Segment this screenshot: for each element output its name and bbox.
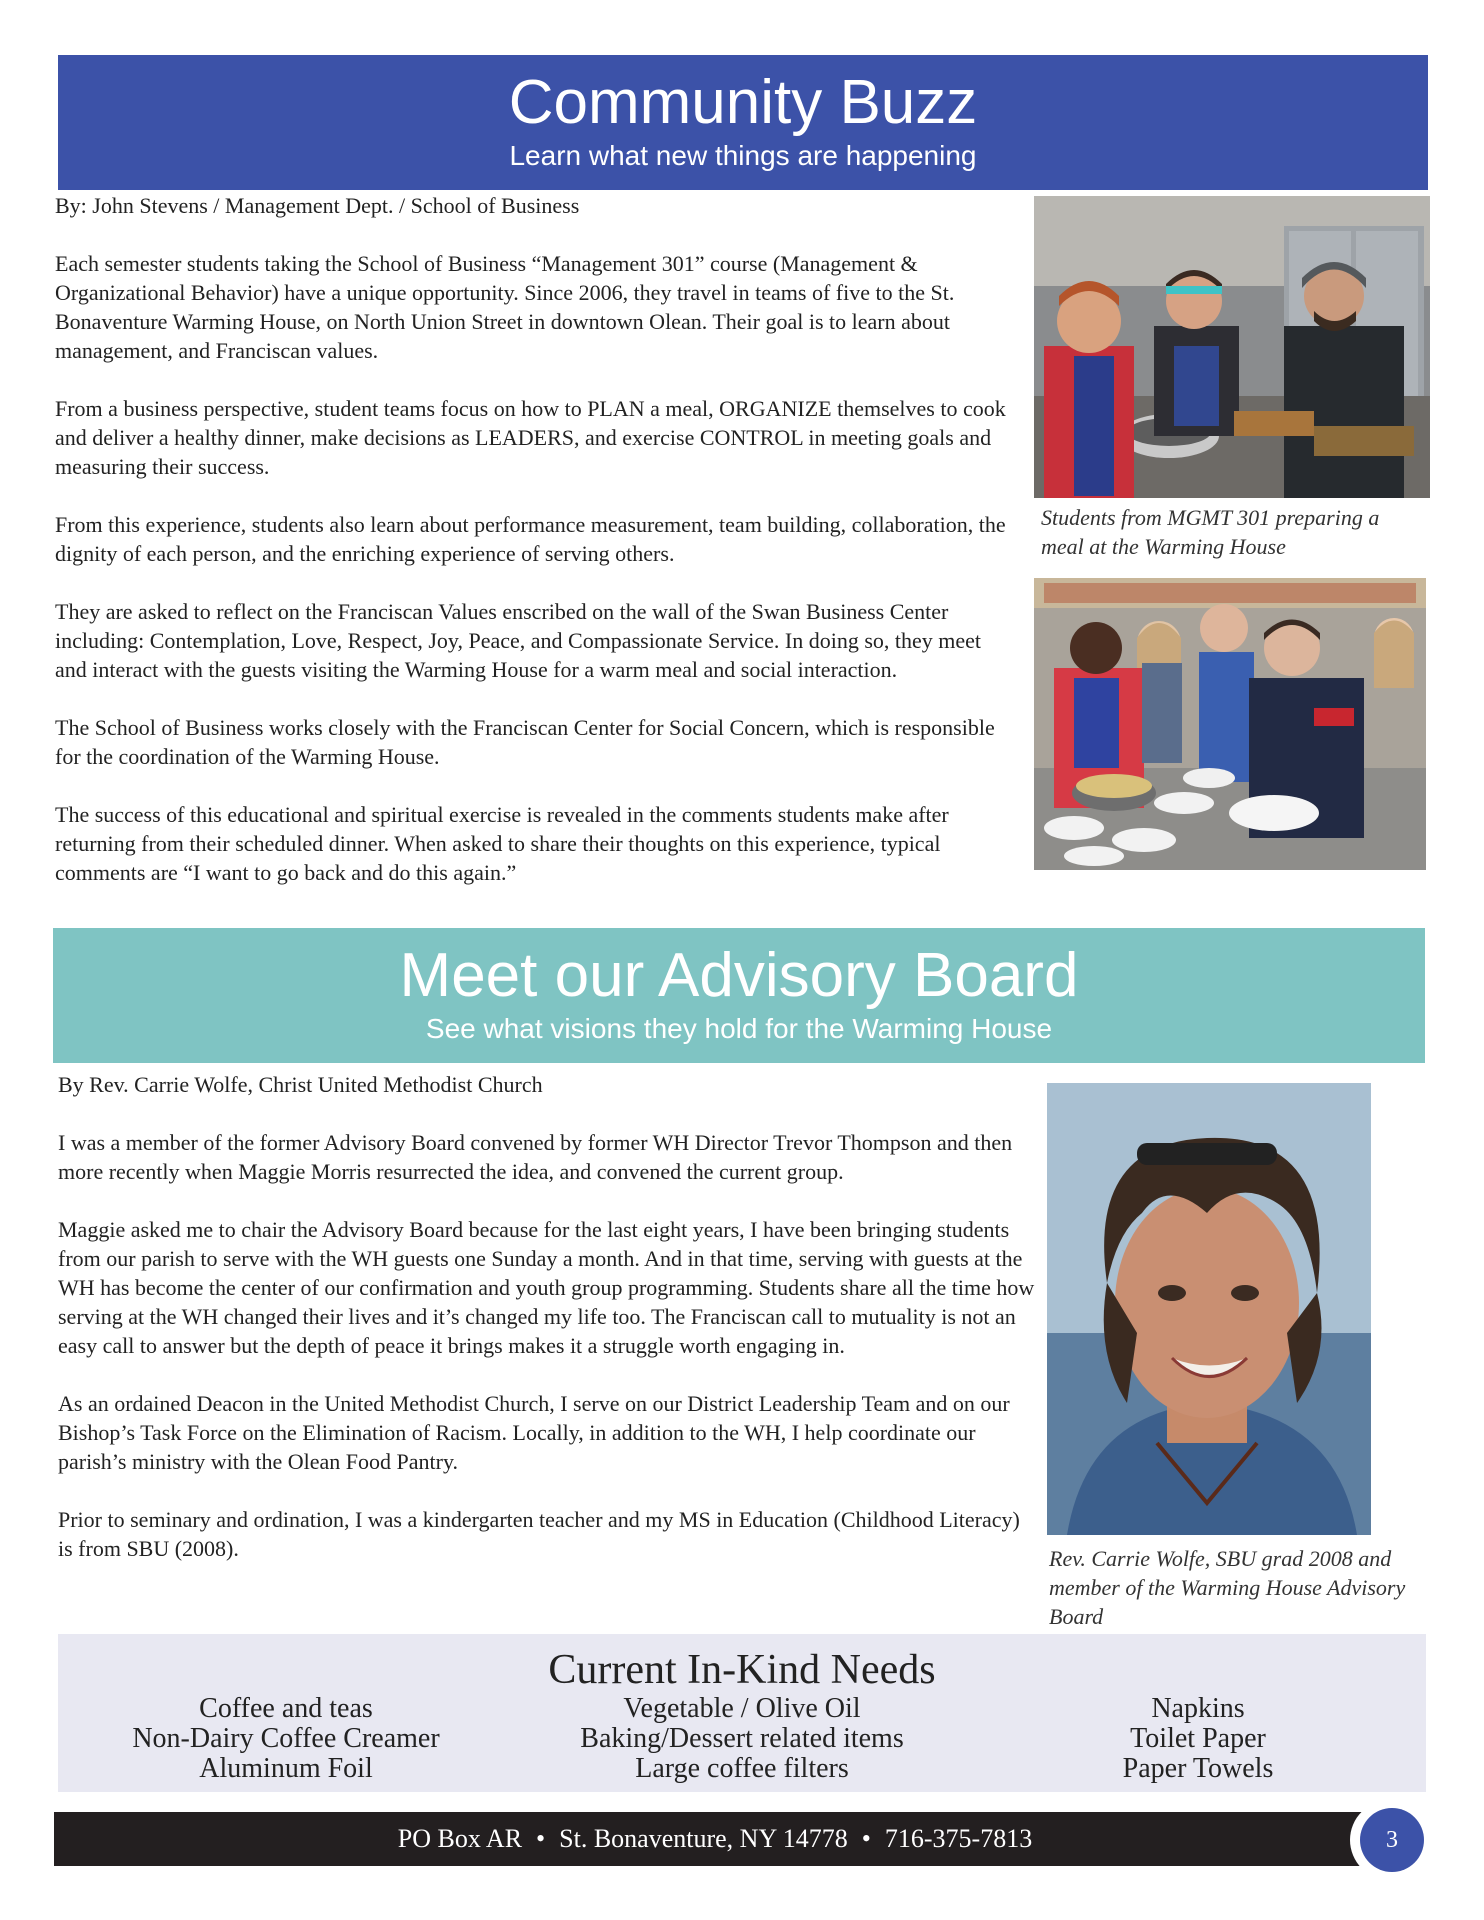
article-paragraph: Maggie asked me to chair the Advisory Board because for the last eight years, I have been bringing students from our parish to serve with the WH guests one Sunday a month. And in that time, serving with guests at the WH has become the center of our confirmation and youth group programming. Students share all the time how serving at the WH changed their lives and it’s changed my life too. The Franciscan call to mutuality is not an easy call to answer but the depth of peace it brings makes it a struggle worth engaging in. <box>58 1217 1035 1358</box>
footer-address: PO Box AR <box>397 1824 523 1853</box>
article-paragraph: From a business perspective, student teams focus on how to PLAN a meal, ORGANIZE themselves to cook and deliver a healthy dinner, make decisions as LEADERS, and exercise CONTROL in meeting goals and measuring their success. <box>55 396 1006 479</box>
article-paragraph: I was a member of the former Advisory Board convened by former WH Director Trevor Thompson and then more recently when Maggie Morris resurrected the idea, and convened the current group. <box>58 1130 1013 1184</box>
needs-item: Coffee and teas <box>199 1693 373 1724</box>
article-paragraph: From this experience, students also learn about performance measurement, team building, collaboration, the dignity of each person, and the enriching experience of serving others. <box>55 512 1006 566</box>
needs-item: Napkins <box>1151 1693 1245 1724</box>
in-kind-needs-box <box>58 1634 1426 1792</box>
article-paragraph: The success of this educational and spiritual exercise is revealed in the comments students make after returning from their scheduled dinner. When asked to share their thoughts on this experience, typical comments are “I want to go back and do this again.” <box>55 802 949 885</box>
needs-item: Toilet Paper <box>1130 1723 1266 1754</box>
article-paragraph: Each semester students taking the School of Business “Management 301” course (Management & Organizational Behavior) have a unique opportunity. Since 2006, they travel in teams of five to the St. Bonaventure Warming House, on North Union Street in downtown Olean. Their goal is to learn about management, and Franciscan values. <box>55 251 955 363</box>
article-byline: By: John Stevens / Management Dept. / School of Business <box>55 193 580 218</box>
in-kind-needs-title: Current In-Kind Needs <box>548 1647 936 1693</box>
needs-item: Non-Dairy Coffee Creamer <box>132 1723 440 1754</box>
kitchen-photo-students-plates <box>1034 578 1426 870</box>
portrait-photo-carrie-wolfe <box>1047 1083 1371 1535</box>
footer-phone: 716-375-7813 <box>884 1824 1033 1853</box>
portrait-photo-caption: Rev. Carrie Wolfe, SBU grad 2008 and member of the Warming House Advisory Board <box>1049 1546 1406 1629</box>
footer-contact-bar <box>54 1812 1376 1866</box>
article-paragraph: As an ordained Deacon in the United Methodist Church, I serve on our District Leadership Team and on our Bishop’s Task Force on the Elimination of Racism. Locally, in addition to the WH, I help coordinate our parish’s ministry with the Olean Food Pantry. <box>58 1391 1010 1474</box>
article-paragraph: They are asked to reflect on the Franciscan Values enscribed on the wall of the Swan Business Center including: Contemplation, Love, Respect, Joy, Peace, and Compassionate Service. In doing so, they meet and interact with the guests visiting the Warming House for a warm meal and social interaction. <box>55 599 982 682</box>
article-paragraph: Prior to seminary and ordination, I was a kindergarten teacher and my MS in Education (Childhood Literacy) is from SBU (2008). <box>58 1507 1020 1561</box>
community-buzz-title: Community Buzz <box>508 68 978 137</box>
page-number: 3 <box>1360 1808 1424 1872</box>
needs-column-1 <box>58 1694 514 1784</box>
needs-column-2 <box>514 1694 970 1784</box>
advisory-board-subtitle: See what visions they hold for the Warming House <box>425 1013 1053 1044</box>
advisory-board-title: Meet our Advisory Board <box>399 941 1079 1010</box>
needs-item: Baking/Dessert related items <box>580 1723 904 1754</box>
advisory-board-banner <box>53 928 1425 1063</box>
community-buzz-subtitle: Learn what new things are happening <box>509 140 977 171</box>
article-paragraph: The School of Business works closely with the Franciscan Center for Social Concern, which is responsible for the coordination of the Warming House. <box>55 715 995 769</box>
needs-item: Large coffee filters <box>635 1753 849 1784</box>
kitchen-photo-students-cooking <box>1034 196 1430 498</box>
needs-item: Vegetable / Olive Oil <box>623 1693 861 1724</box>
needs-item: Paper Towels <box>1122 1753 1274 1784</box>
footer-separator: • <box>536 1824 546 1853</box>
advisory-board-article <box>58 1070 1038 1592</box>
needs-item: Aluminum Foil <box>199 1753 373 1784</box>
article-byline: By Rev. Carrie Wolfe, Christ United Methodist Church <box>58 1072 543 1097</box>
needs-column-3 <box>970 1694 1426 1784</box>
footer-separator: • <box>861 1824 871 1853</box>
footer-city: St. Bonaventure, NY 14778 <box>559 1824 848 1853</box>
community-buzz-article <box>55 191 1015 916</box>
community-buzz-banner <box>58 55 1428 190</box>
kitchen-photo-caption: Students from MGMT 301 preparing a meal at the Warming House <box>1041 505 1380 559</box>
